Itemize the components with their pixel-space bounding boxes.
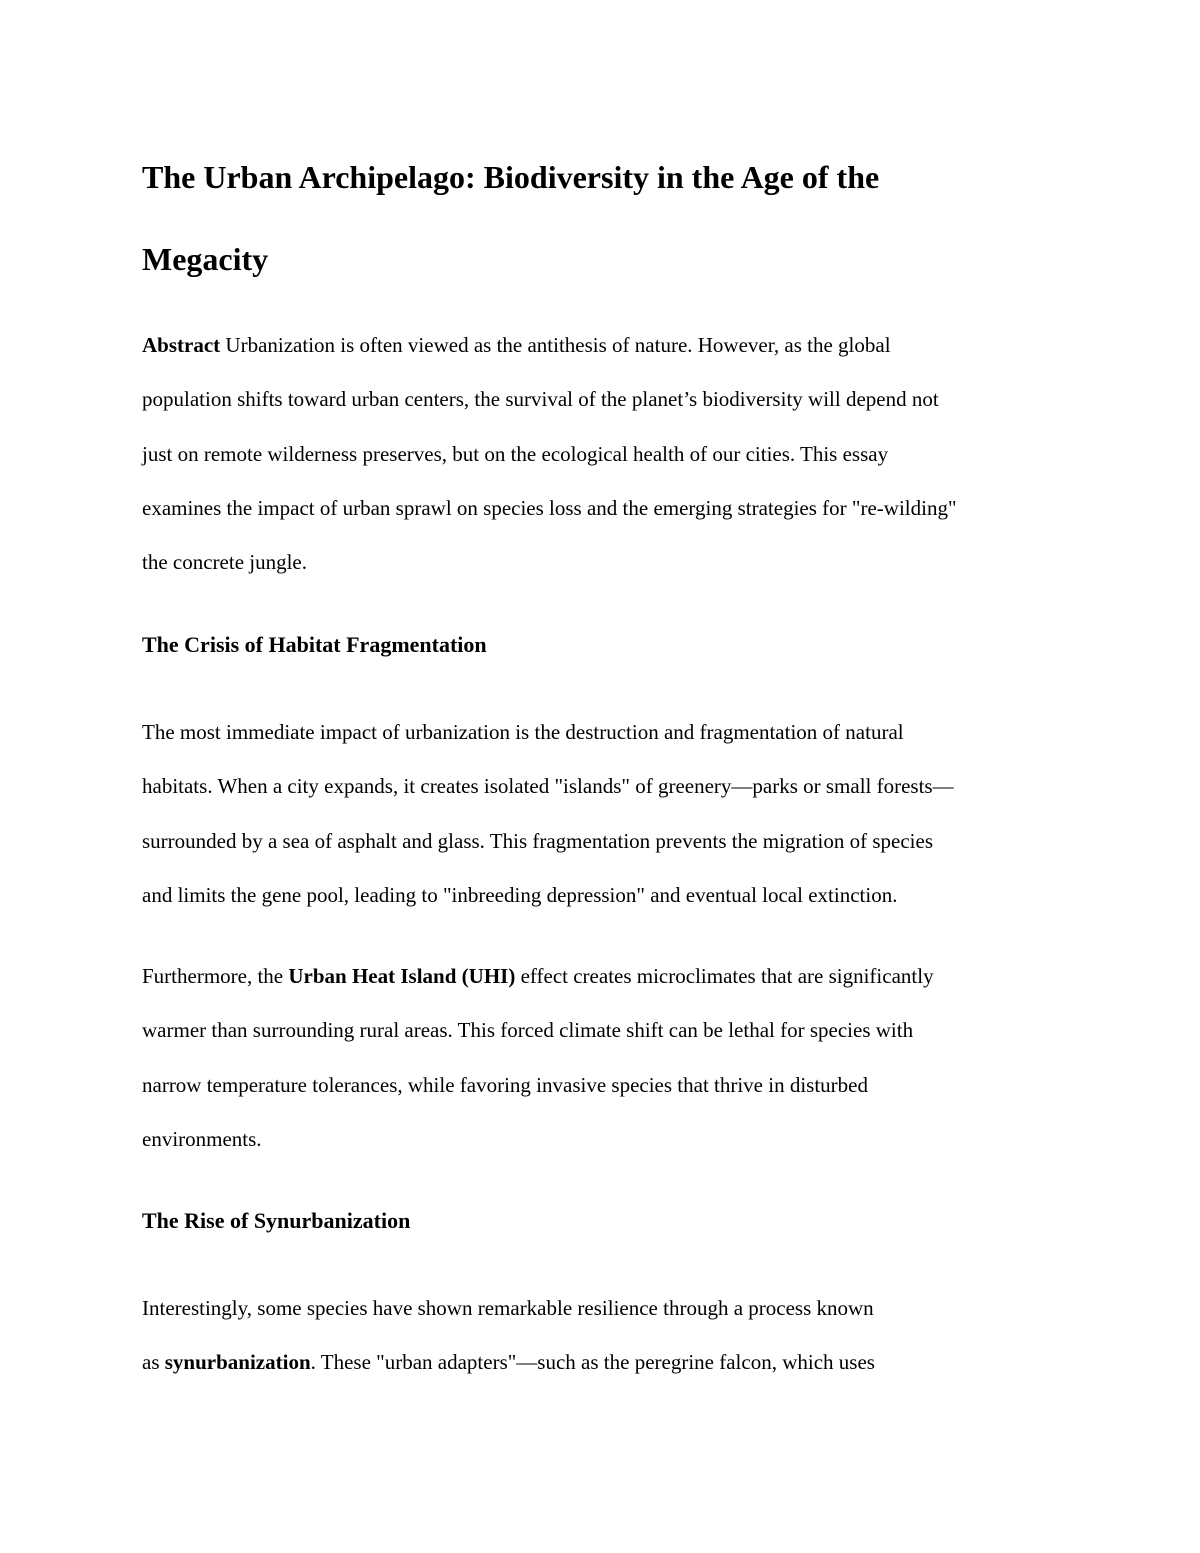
uhi-term: Urban Heat Island (UHI)	[288, 964, 516, 988]
synurbanization-term: synurbanization	[164, 1350, 311, 1375]
section-heading-synurbanization: The Rise of Synurbanization	[142, 1208, 411, 1233]
paragraph-line: The most immediate impact of urbanization is the destruction and fragmentation of natural	[142, 720, 904, 744]
fragmentation-paragraph	[142, 705, 1072, 922]
section-heading-habitat-fragmentation: The Crisis of Habitat Fragmentation	[142, 632, 487, 657]
title-line-2: Megacity	[142, 241, 269, 277]
abstract-line-4: examines the impact of urban sprawl on species loss and the emerging strategies for "re-wilding"	[142, 495, 957, 520]
paragraph-line: habitats. When a city expands, it creates isolated "islands" of greenery—parks or small forests—	[142, 774, 954, 799]
abstract-line-3: just on remote wilderness preserves, but on the ecological health of our cities. This essay	[142, 441, 889, 466]
text-run: effect creates microclimates that are significantly	[515, 964, 934, 988]
paragraph-line: and limits the gene pool, leading to "inbreeding depression" and eventual local extinction.	[142, 882, 898, 907]
document-title	[142, 136, 1072, 300]
text-run: Furthermore, the	[142, 964, 289, 988]
paragraph-line: surrounded by a sea of asphalt and glass. This fragmentation prevents the migration of species	[142, 828, 933, 853]
abstract-line-2: population shifts toward urban centers, the survival of the planet’s biodiversity will depend not	[142, 387, 939, 412]
paragraph-line: warmer than surrounding rural areas. This forced climate shift can be lethal for species with	[142, 1018, 914, 1043]
abstract-line-5: the concrete jungle.	[142, 550, 308, 575]
abstract-text: Urbanization is often viewed as the antithesis of nature. However, as the global	[220, 333, 891, 357]
abstract-label: Abstract	[142, 333, 221, 357]
heat-island-paragraph	[142, 949, 1072, 1166]
paragraph-line: narrow temperature tolerances, while favoring invasive species that thrive in disturbed	[142, 1072, 868, 1097]
paragraph-line	[142, 949, 1072, 1003]
abstract-paragraph	[142, 318, 1072, 589]
synurbanization-paragraph	[142, 1281, 1072, 1390]
paragraph-line: Interestingly, some species have shown remarkable resilience through a process known	[142, 1296, 874, 1320]
paragraph-line	[142, 1335, 1072, 1389]
text-run: as	[142, 1350, 165, 1375]
title-line-1: The Urban Archipelago: Biodiversity in the Age of the	[142, 159, 880, 195]
abstract-line-1	[142, 318, 1072, 372]
text-run: . These "urban adapters"—such as the peregrine falcon, which uses	[310, 1350, 875, 1375]
paragraph-line: environments.	[142, 1126, 262, 1151]
